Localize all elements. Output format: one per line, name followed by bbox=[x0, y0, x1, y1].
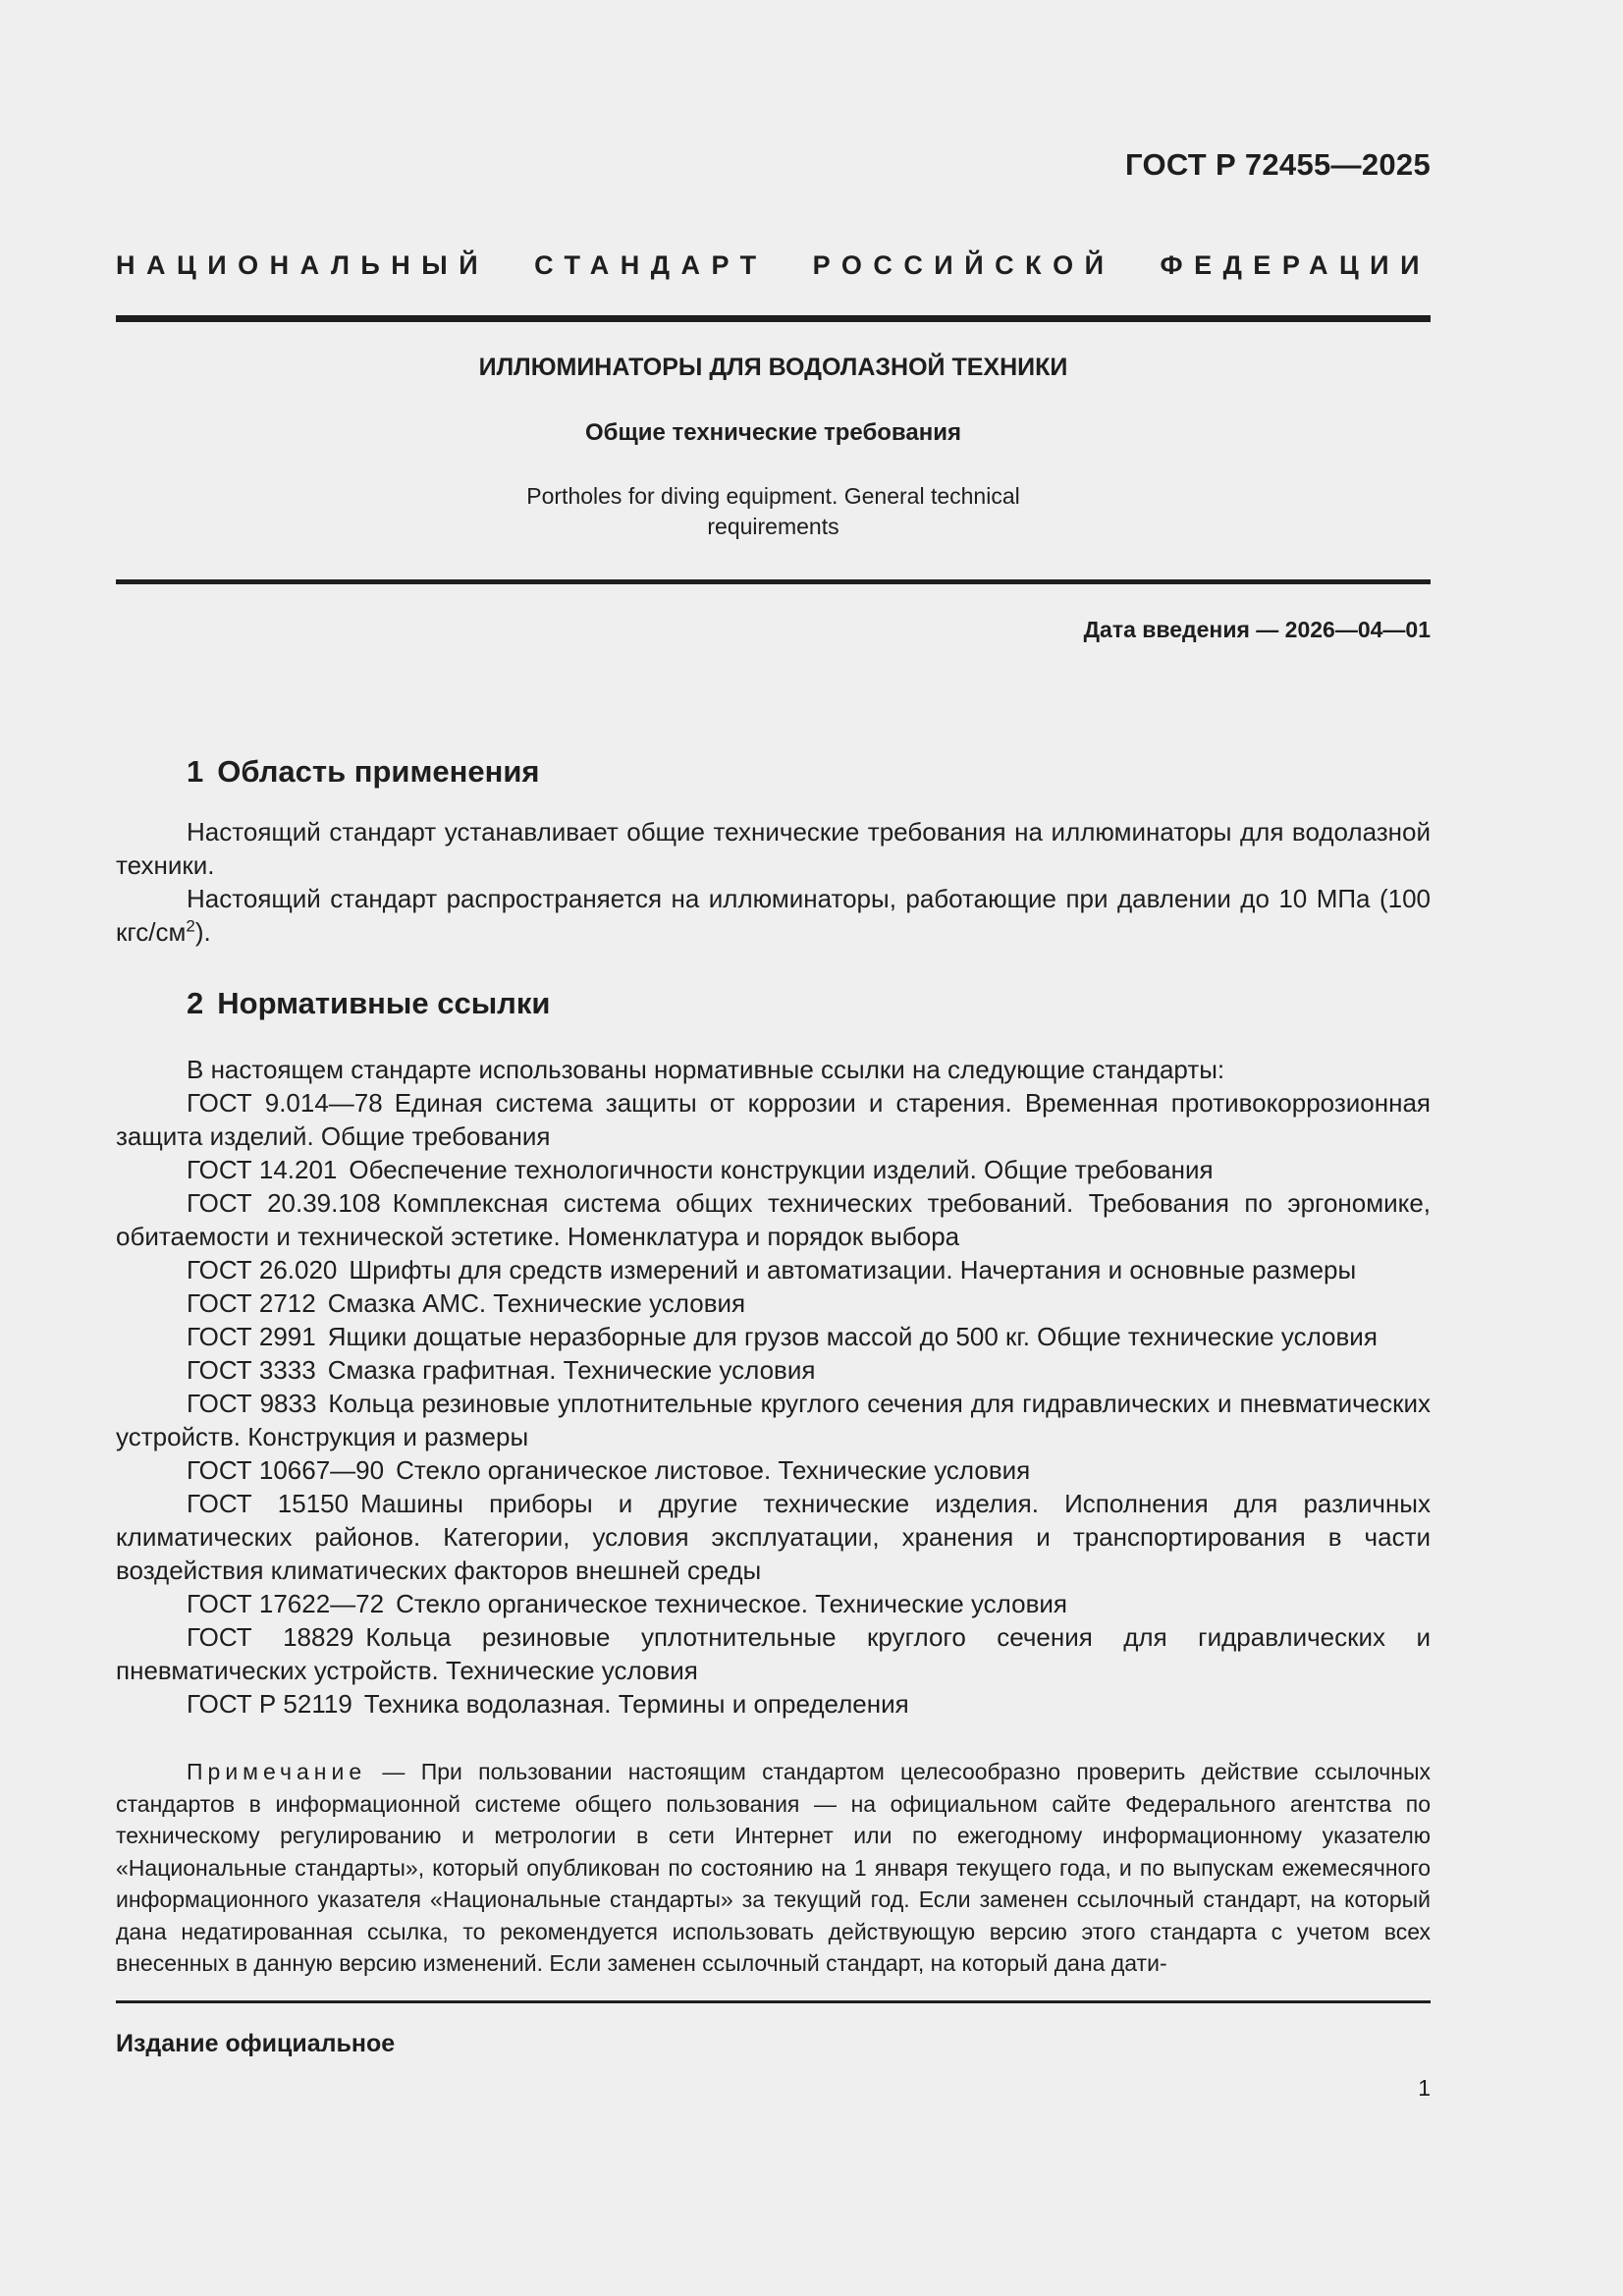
reference-title: Смазка графитная. Технические условия bbox=[327, 1355, 816, 1385]
note bbox=[116, 1756, 1431, 1980]
reference-title: Стекло органическое техническое. Технические условия bbox=[396, 1589, 1068, 1618]
reference-title: Кольца резиновые уплотнительные круглого сечения для гидравлических и пневматических устройств. Конструкция и размеры bbox=[116, 1389, 1431, 1451]
reference-item bbox=[116, 1086, 1431, 1153]
reference-item bbox=[116, 1153, 1431, 1186]
section-2-heading bbox=[187, 986, 550, 1021]
reference-code: ГОСТ 15150 bbox=[187, 1489, 350, 1518]
reference-title: Смазка АМС. Технические условия bbox=[327, 1288, 746, 1318]
reference-item bbox=[116, 1587, 1431, 1620]
reference-title: Обеспечение технологичности конструкции изделий. Общие требования bbox=[349, 1155, 1214, 1184]
reference-code: ГОСТ 2991 bbox=[187, 1322, 316, 1351]
reference-title: Ящики дощатые неразборные для грузов массой до 500 кг. Общие технические условия bbox=[327, 1322, 1378, 1351]
reference-item bbox=[116, 1687, 1431, 1721]
section-1-number: 1 bbox=[187, 754, 204, 789]
paragraph-text: Настоящий стандарт распространяется на иллюминаторы, работающие при давлении до 10 МПа (100 кгс/см bbox=[116, 884, 1431, 947]
reference-item bbox=[116, 1453, 1431, 1487]
superscript: 2 bbox=[186, 916, 195, 936]
reference-item bbox=[116, 1253, 1431, 1286]
document-subtitle: Общие технические требования bbox=[585, 419, 961, 446]
section-2-body bbox=[116, 1053, 1431, 1721]
standard-number: ГОСТ Р 72455—2025 bbox=[1125, 147, 1431, 182]
reference-item bbox=[116, 1353, 1431, 1387]
reference-list bbox=[116, 1086, 1431, 1721]
reference-title: Кольца резиновые уплотнительные круглого сечения для гидравлических и пневматических устройств. Технические условия bbox=[116, 1622, 1431, 1685]
section-2-number: 2 bbox=[187, 986, 204, 1020]
reference-code: ГОСТ 10667—90 bbox=[187, 1455, 385, 1485]
reference-code: ГОСТ 9.014—78 bbox=[187, 1088, 383, 1118]
reference-item bbox=[116, 1387, 1431, 1453]
reference-code: ГОСТ 2712 bbox=[187, 1288, 316, 1318]
paragraph-text-end: ). bbox=[194, 917, 211, 947]
reference-title: Стекло органическое листовое. Технические условия bbox=[396, 1455, 1031, 1485]
top-divider bbox=[116, 315, 1431, 322]
note-label: Примечание bbox=[187, 1759, 367, 1784]
reference-code: ГОСТ 20.39.108 bbox=[187, 1188, 381, 1218]
reference-item bbox=[116, 1186, 1431, 1253]
section-2-intro: В настоящем стандарте использованы нормативные ссылки на следующие стандарты: bbox=[187, 1055, 1225, 1084]
reference-code: ГОСТ 17622—72 bbox=[187, 1589, 385, 1618]
reference-code: ГОСТ 26.020 bbox=[187, 1255, 338, 1285]
reference-code: ГОСТ 3333 bbox=[187, 1355, 316, 1385]
reference-title: Техника водолазная. Термины и определения bbox=[363, 1689, 909, 1719]
reference-title: Комплексная система общих технических требований. Требования по эргономике, обитаемости и технической эстетике. Номенклатура и порядок выбора bbox=[116, 1188, 1431, 1251]
section-1-title: Область применения bbox=[217, 754, 540, 789]
section-1-heading bbox=[187, 754, 540, 790]
section-1-paragraph-2 bbox=[116, 882, 1431, 949]
reference-item bbox=[116, 1487, 1431, 1587]
reference-item bbox=[116, 1620, 1431, 1687]
reference-item bbox=[116, 1320, 1431, 1353]
reference-title: Единая система защиты от коррозии и старения. Временная противокоррозионная защита изделий. Общие требования bbox=[116, 1088, 1431, 1151]
reference-title: Шрифты для средств измерений и автоматизации. Начертания и основные размеры bbox=[349, 1255, 1357, 1285]
reference-code: ГОСТ 14.201 bbox=[187, 1155, 338, 1184]
reference-title: Машины приборы и другие технические изделия. Исполнения для различных климатических районов. Категории, условия эксплуатации, хранения и транспортирования в части воздействия климатических факторов внешней среды bbox=[116, 1489, 1431, 1585]
english-title: Portholes for diving equipment. General technical requirements bbox=[526, 483, 1020, 539]
reference-code: ГОСТ Р 52119 bbox=[187, 1689, 352, 1719]
national-standard-banner: НАЦИОНАЛЬНЫЙ СТАНДАРТ РОССИЙСКОЙ ФЕДЕРАЦИИ bbox=[116, 250, 1431, 280]
footer-divider bbox=[116, 2000, 1431, 2003]
section-2-title: Нормативные ссылки bbox=[217, 986, 551, 1020]
note-text: — При пользовании настоящим стандартом целесообразно проверить действие ссылочных стандартов в информационной системе общего пользования — на официальном сайте Федерального агентства по техническому регулированию и метрологии в сети Интернет или по ежегодному информационному указателю «Национальные стандарты», который опубликован по состоянию на 1 января текущего года, и по выпускам ежемесячного информационного указателя «Национальные стандарты» за текущий год. Если заменен ссылочный стандарт, на который дана недатированная ссылка, то рекомендуется использовать действующую версию этого стандарта с учетом всех внесенных в данную версию изменений. Если заменен ссылочный стандарт, на который дана дати- bbox=[116, 1759, 1432, 1976]
introduction-date: Дата введения — 2026—04—01 bbox=[1083, 617, 1431, 642]
edition-label: Издание официальное bbox=[116, 2030, 396, 2057]
page-number: 1 bbox=[1418, 2075, 1431, 2101]
reference-code: ГОСТ 9833 bbox=[187, 1389, 317, 1418]
section-1-body bbox=[116, 815, 1431, 949]
document-title: ИЛЛЮМИНАТОРЫ ДЛЯ ВОДОЛАЗНОЙ ТЕХНИКИ bbox=[478, 354, 1068, 381]
reference-item bbox=[116, 1286, 1431, 1320]
title-divider bbox=[116, 579, 1431, 584]
section-1-paragraph: Настоящий стандарт устанавливает общие технические требования на иллюминаторы для водолазной техники. bbox=[116, 817, 1431, 880]
reference-code: ГОСТ 18829 bbox=[187, 1622, 354, 1652]
